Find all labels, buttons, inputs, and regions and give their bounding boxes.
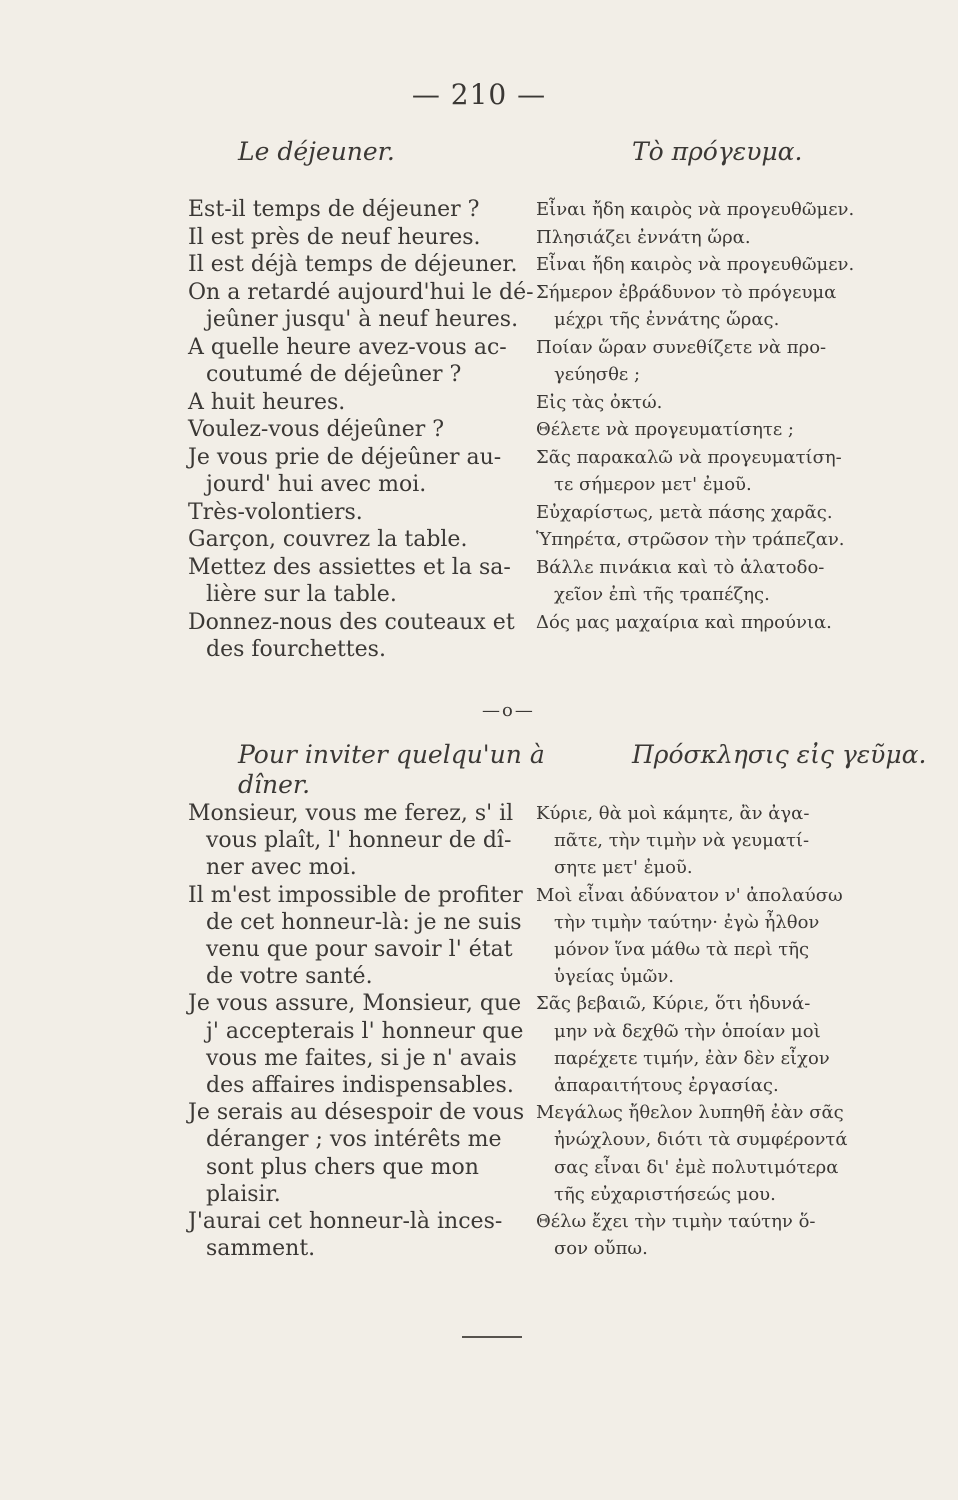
greek-line: Εἶναι ἤδη καιρὸς νὰ προγευθῶμεν. bbox=[536, 199, 855, 220]
french-line: vous me faites, si je n' avais bbox=[206, 1045, 517, 1071]
greek-line: Κύριε, θὰ μοὶ κάμητε, ἂν ἀγα- bbox=[536, 803, 810, 824]
french-line: samment. bbox=[206, 1236, 316, 1262]
french-line: sont plus chers que mon bbox=[206, 1154, 479, 1180]
greek-line: ἠνώχλουν, διότι τὰ συμφέροντά bbox=[554, 1129, 848, 1151]
french-line: j' accepterais l' honneur que bbox=[206, 1018, 524, 1044]
greek-line: Σᾶς βεβαιῶ, Κύριε, ὅτι ἠδυνά- bbox=[536, 993, 811, 1015]
french-line: ner avec moi. bbox=[206, 855, 357, 881]
french-line: Je serais au désespoir de vous bbox=[188, 1100, 525, 1126]
french-line: A quelle heure avez-vous ac- bbox=[188, 334, 507, 360]
french-line: Très-volontiers. bbox=[188, 499, 363, 525]
french-line: Est-il temps de déjeuner ? bbox=[188, 197, 480, 222]
greek-line: Βάλλε πινάκια καὶ τὸ ἁλατοδο- bbox=[536, 556, 825, 578]
french-line: Monsieur, vous me ferez, s' il bbox=[188, 801, 514, 826]
greek-line: Θέλω ἔχει τὴν τιμὴν ταύτην ὅ- bbox=[536, 1211, 816, 1232]
french-line: Il est déjà temps de déjeuner. bbox=[188, 252, 518, 277]
greek-line: σητε μετ' ἐμοῦ. bbox=[554, 857, 693, 879]
french-line: des fourchettes. bbox=[206, 637, 386, 662]
greek-line: χεῖον ἐπὶ τῆς τραπέζης. bbox=[554, 584, 770, 605]
bottom-rule bbox=[462, 1336, 522, 1338]
greek-line: Σᾶς παρακαλῶ νὰ προγευματίση- bbox=[536, 446, 842, 468]
section-title-french-dejeuner: Le déjeuner. bbox=[238, 137, 395, 166]
greek-line: Εἶναι ἤδη καιρὸς νὰ προγευθῶμεν. bbox=[536, 254, 855, 275]
greek-line: μην νὰ δεχθῶ τὴν ὁποίαν μοὶ bbox=[554, 1020, 821, 1042]
greek-line: Μοὶ εἶναι ἀδύνατον ν' ἀπολαύσω bbox=[536, 884, 843, 906]
section-title-greek-invitation: Πρόσκλησις εἰς γεῦμα. bbox=[632, 740, 927, 769]
greek-line: Μεγάλως ἤθελον λυπηθῆ ἐὰν σᾶς bbox=[536, 1102, 844, 1124]
greek-line: Θέλετε νὰ προγευματίσητε ; bbox=[536, 419, 794, 440]
french-line: jourd' hui avec moi. bbox=[206, 472, 427, 497]
greek-line: τε σήμερον μετ' ἐμοῦ. bbox=[554, 474, 752, 495]
french-line: lière sur la table. bbox=[206, 582, 397, 607]
greek-line: Δός μας μαχαίρια καὶ πηρούνια. bbox=[536, 611, 832, 633]
section-divider: —o— bbox=[482, 700, 535, 721]
french-line: coutumé de déjeûner ? bbox=[206, 362, 462, 387]
greek-line: σας εἶναι δι' ἐμὲ πολυτιμότερα bbox=[554, 1156, 839, 1178]
greek-line: πᾶτε, τὴν τιμὴν νὰ γευματί- bbox=[554, 830, 810, 852]
french-line: de votre santé. bbox=[206, 964, 373, 990]
greek-line: Σήμερον ἐβράδυνον τὸ πρόγευμα bbox=[536, 281, 837, 303]
greek-line: Ὑπηρέτα, στρῶσον τὴν τράπεζαν. bbox=[536, 529, 845, 550]
french-line: jeûner jusqu' à neuf heures. bbox=[206, 307, 519, 332]
greek-line: ἀπαραιτήτους ἐργασίας. bbox=[554, 1075, 779, 1096]
greek-line: σον οὔπω. bbox=[554, 1238, 648, 1260]
section-title-french-invitation: Pour inviter quelqu'un à dîner. bbox=[238, 740, 545, 799]
french-line: Garçon, couvrez la table. bbox=[188, 527, 468, 552]
french-line: J'aurai cet honneur-là inces- bbox=[188, 1209, 503, 1234]
french-line: Il m'est impossible de profiter bbox=[188, 882, 523, 908]
french-line: A huit heures. bbox=[188, 389, 346, 415]
french-line: de cet honneur-là: je ne suis bbox=[206, 909, 522, 935]
greek-line: ὑγείας ὑμῶν. bbox=[554, 966, 675, 988]
greek-line: γεύησθε ; bbox=[554, 364, 641, 385]
french-line: Voulez-vous déjeûner ? bbox=[188, 417, 445, 442]
page-number: — 210 — bbox=[411, 78, 547, 111]
french-line: déranger ; vos intérêts me bbox=[206, 1127, 502, 1153]
greek-line: μέχρι τῆς ἐννάτης ὥρας. bbox=[554, 309, 780, 330]
french-line: des affaires indispensables. bbox=[206, 1073, 514, 1098]
greek-line: παρέχετε τιμήν, ἐὰν δὲν εἶχον bbox=[554, 1047, 830, 1069]
greek-line: Εὐχαρίστως, μετὰ πάσης χαρᾶς. bbox=[536, 501, 833, 523]
french-line: venu que pour savoir l' état bbox=[206, 937, 513, 962]
greek-line: Πλησιάζει ἐννάτη ὥρα. bbox=[536, 226, 751, 248]
french-line: plaisir. bbox=[206, 1181, 281, 1207]
section-title-greek-proguma: Τὸ πρόγευμα. bbox=[632, 137, 803, 166]
french-line: On a retardé aujourd'hui le dé- bbox=[188, 279, 534, 305]
french-line: Mettez des assiettes et la sa- bbox=[188, 554, 511, 580]
greek-line: Εἰς τὰς ὀκτώ. bbox=[536, 391, 663, 413]
greek-line: τῆς εὐχαριστήσεώς μου. bbox=[554, 1183, 776, 1205]
french-line: Il est près de neuf heures. bbox=[188, 224, 481, 250]
greek-line: τὴν τιμὴν ταύτην· ἐγὼ ἦλθον bbox=[554, 911, 820, 933]
greek-line: μόνον ἵνα μάθω τὰ περὶ τῆς bbox=[554, 939, 810, 960]
french-line: Donnez-nous des couteaux et bbox=[188, 609, 515, 635]
french-line: vous plaît, l' honneur de dî- bbox=[206, 828, 512, 854]
french-line: Je vous prie de déjeûner au- bbox=[188, 444, 502, 470]
french-line: Je vous assure, Monsieur, que bbox=[188, 991, 522, 1017]
greek-line: Ποίαν ὥραν συνεθίζετε νὰ προ- bbox=[536, 336, 827, 358]
